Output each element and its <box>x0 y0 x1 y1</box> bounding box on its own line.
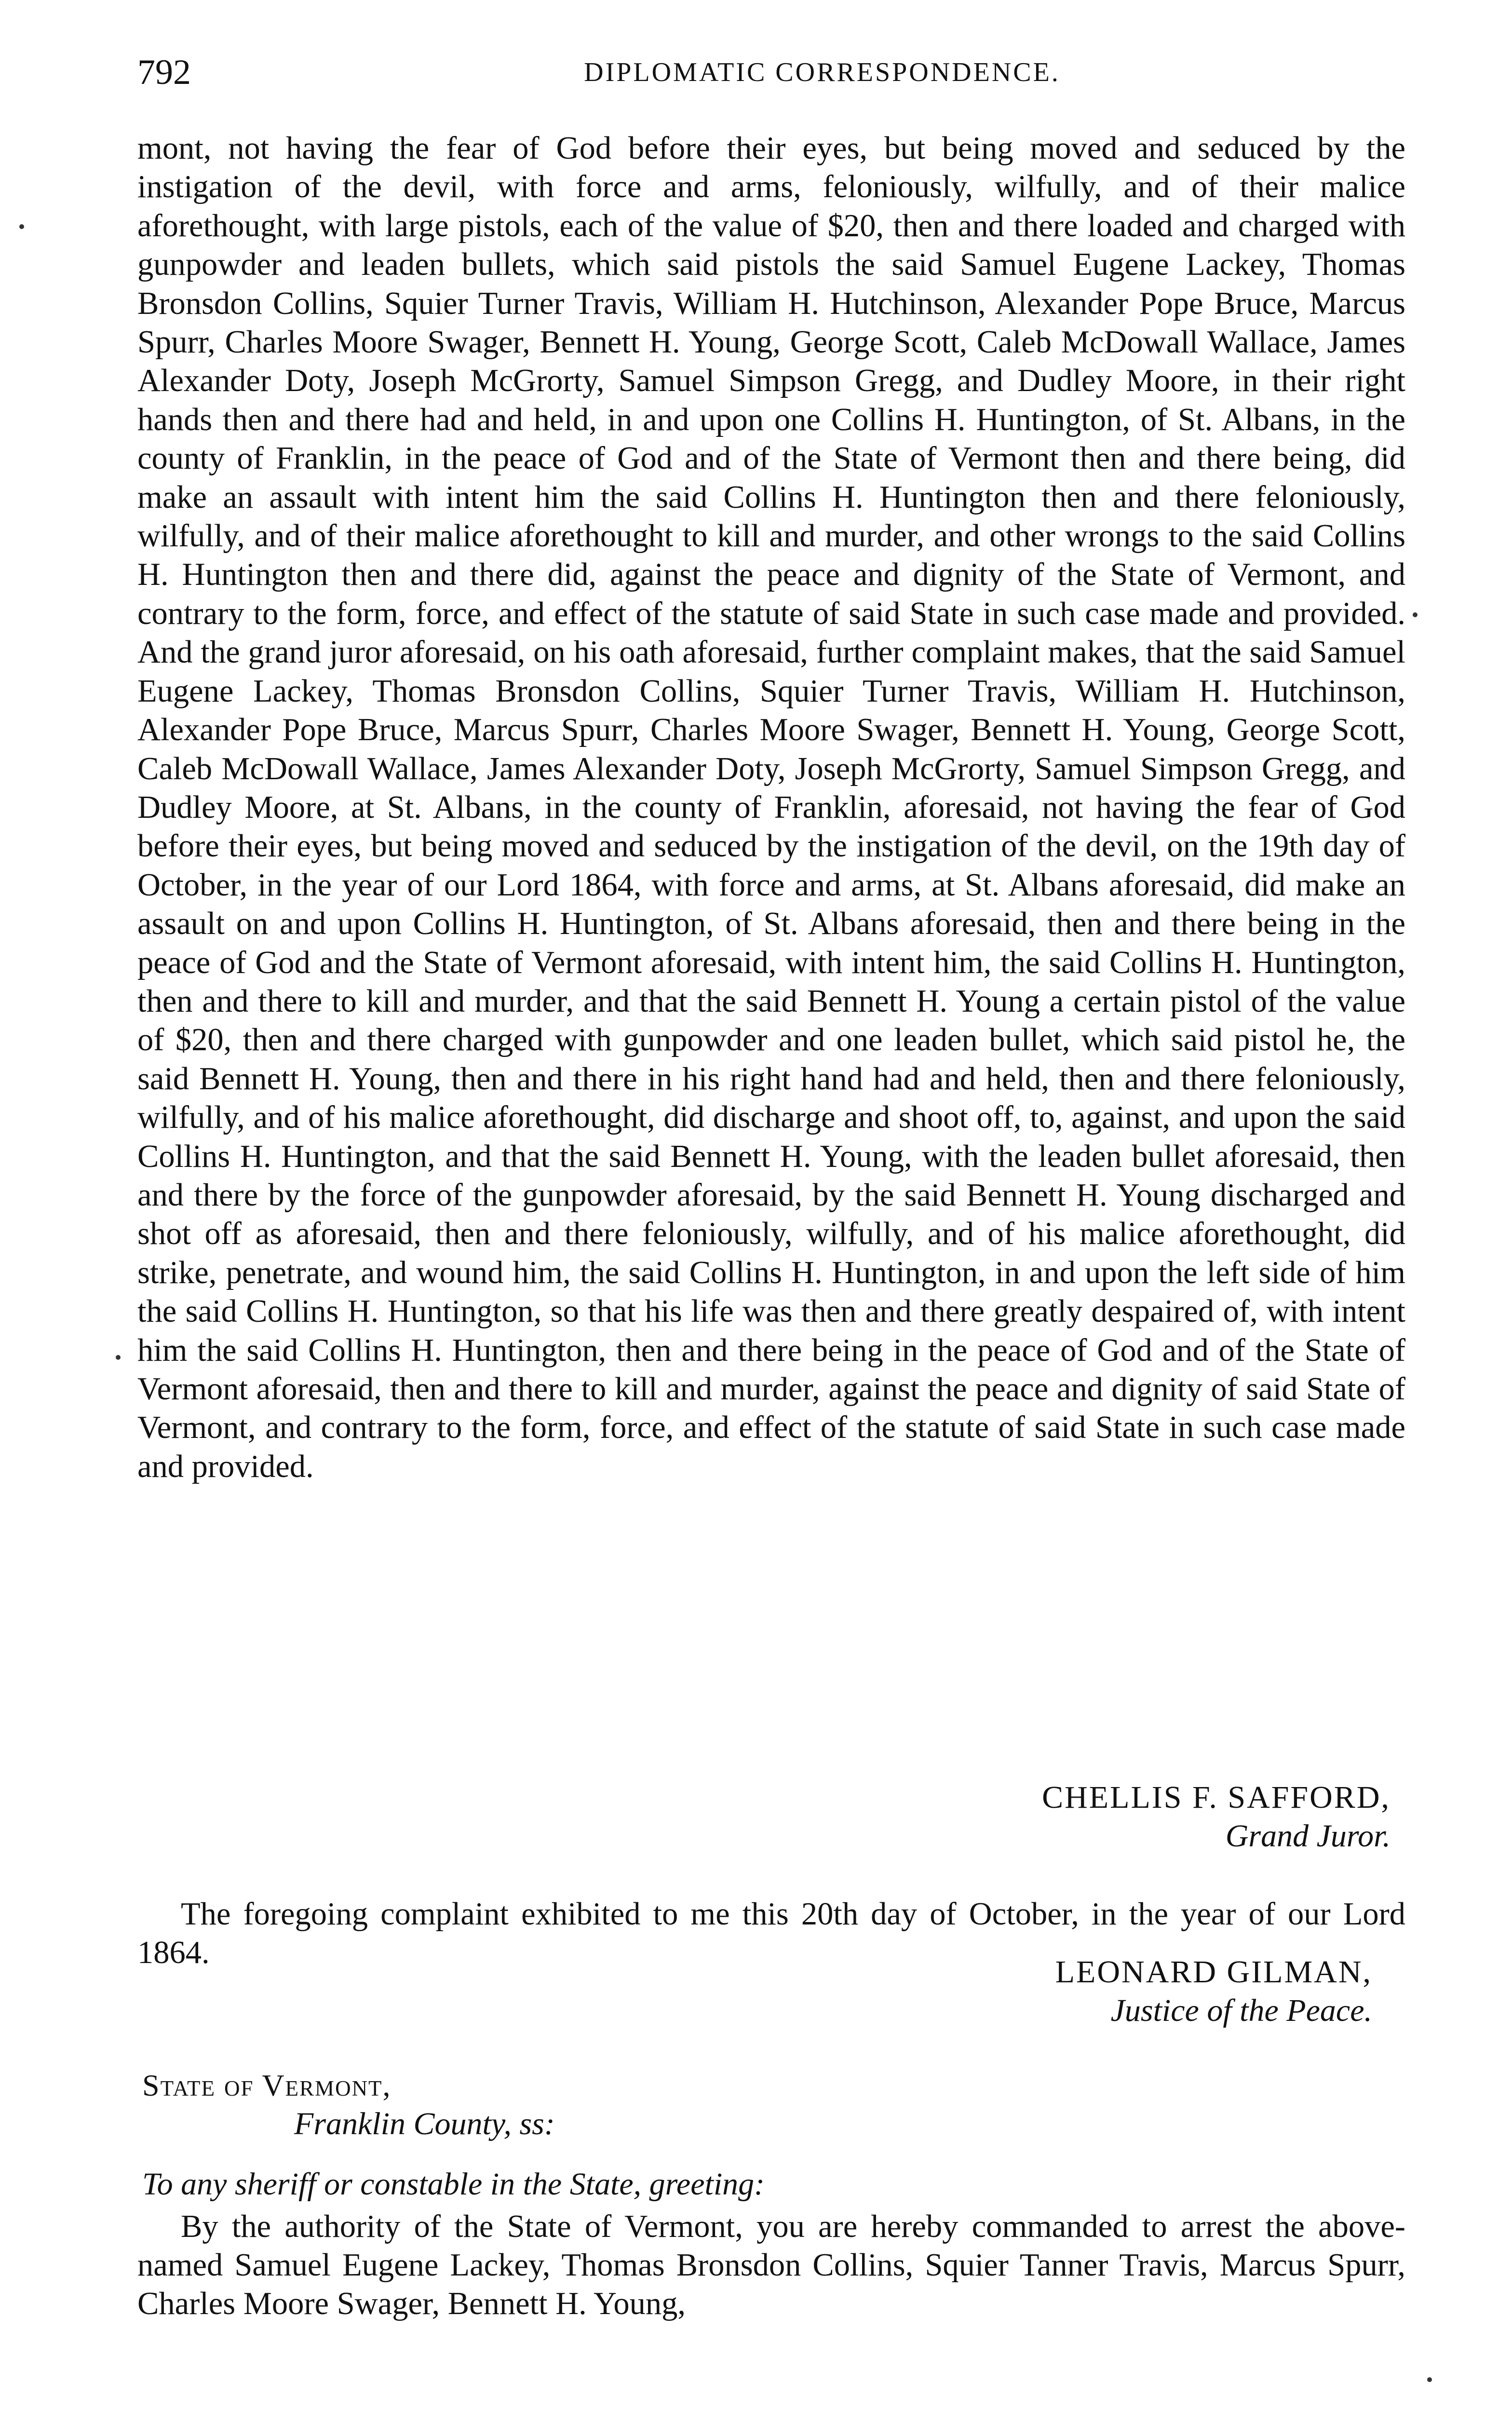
warrant-county: Franklin County, ss: <box>294 2106 555 2141</box>
signatory-name: CHELLIS F. SAFFORD, <box>1042 1780 1390 1815</box>
warrant-greeting: To any sheriff or constable in the State, greeting: <box>142 2167 765 2202</box>
print-speck <box>116 1355 121 1360</box>
signatory-title: Grand Juror. <box>1225 1818 1390 1854</box>
print-speck <box>1413 612 1418 617</box>
print-speck <box>19 224 24 229</box>
warrant-venue: State of Vermont, <box>142 2068 392 2102</box>
exhibit-paragraph: The foregoing complaint exhibited to me this 20th day of October, in the year of our Lord 1864. <box>137 1896 1405 1970</box>
warrant-paragraph: By the authority of the State of Vermont, you are hereby commanded to arrest the above-named Samuel Eugene Lackey, Thomas Bronsdon Collins, Squier Tanner Travis, Marcus Spurr, Charles Moore Swager, Bennett H. Young, <box>137 2209 1405 2321</box>
page-number: 792 <box>137 53 191 92</box>
justice-signature <box>1055 1953 1372 2030</box>
signatory-title: Justice of the Peace. <box>1110 1993 1372 2028</box>
running-title: DIPLOMATIC CORRESPONDENCE. <box>584 57 1060 87</box>
print-speck <box>1427 2377 1432 2382</box>
signatory-name: LEONARD GILMAN, <box>1055 1954 1372 1990</box>
grand-juror-signature <box>1042 1778 1390 1856</box>
complaint-paragraph: mont, not having the fear of God before their eyes, but being moved and seduced by the instigation of the devil, with force and arms, feloniously, wilfully, and of their malice aforethought, with large pistols, each of the value of $20, then and there loaded and charged with gunpowder and leaden bullets, which said pistols the said Samuel Eugene Lackey, Thomas Bronsdon Collins, Squier Turner Travis, William H. Hutchinson, Alexander Pope Bruce, Marcus Spurr, Charles Moore Swager, Bennett H. Young, George Scott, Caleb McDowall Wallace, James Alexander Doty, Joseph McGrorty, Samuel Simpson Gregg, and Dudley Moore, in their right hands then and there had and held, in and upon one Collins H. Huntington, of St. Albans, in the county of Franklin, in the peace of God and of the State of Vermont then and there being, did make an assault with intent him the said Collins H. Huntington then and there feloniously, wilfully, and of their malice aforethought to kill and murder, and other wrongs to the said Collins H. Huntington then and there did, against the peace and dignity of the State of Vermont, and contrary to the form, force, and effect of the statute of said State in such case made and provided. And the grand juror aforesaid, on his oath aforesaid, further complaint makes, that the said Samuel Eugene Lackey, Thomas Bronsdon Collins, Squier Turner Travis, William H. Hutchinson, Alexander Pope Bruce, Marcus Spurr, Charles Moore Swager, Bennett H. Young, George Scott, Caleb McDowall Wallace, James Alexander Doty, Joseph McGrorty, Samuel Simpson Gregg, and Dudley Moore, at St. Albans, in the county of Franklin, aforesaid, not having the fear of God before their eyes, but being moved and seduced by the instigation of the devil, on the 19th day of October, in the year of our Lord 1864, with force and arms, at St. Albans aforesaid, did make an assault on and upon Collins H. Huntington, of St. Albans aforesaid, then and there being in the peace of God and the State of Vermont aforesaid, with intent him, the said Collins H. Huntington, then and there to kill and murder, and that the said Bennett H. Young a certain pistol of the value of $20, then and there charged with gunpowder and one leaden bullet, which said pistol he, the said Bennett H. Young, then and there in his right hand had and held, then and there feloniously, wilfully, and of his malice aforethought, did discharge and shoot off, to, against, and upon the said Collins H. Huntington, and that the said Bennett H. Young, with the leaden bullet aforesaid, then and there by the force of the gunpowder aforesaid, by the said Bennett H. Young discharged and shot off as aforesaid, then and there feloniously, wilfully, and of his malice aforethought, did strike, penetrate, and wound him, the said Collins H. Huntington, in and upon the left side of him the said Collins H. Huntington, so that his life was then and there greatly despaired of, with intent him the said Collins H. Huntington, then and there being in the peace of God and of the State of Vermont aforesaid, then and there to kill and murder, against the peace and dignity of said State of Vermont, and contrary to the form, force, and effect of the statute of said State in such case made and provided. <box>137 131 1405 1484</box>
page-header <box>137 46 1401 99</box>
